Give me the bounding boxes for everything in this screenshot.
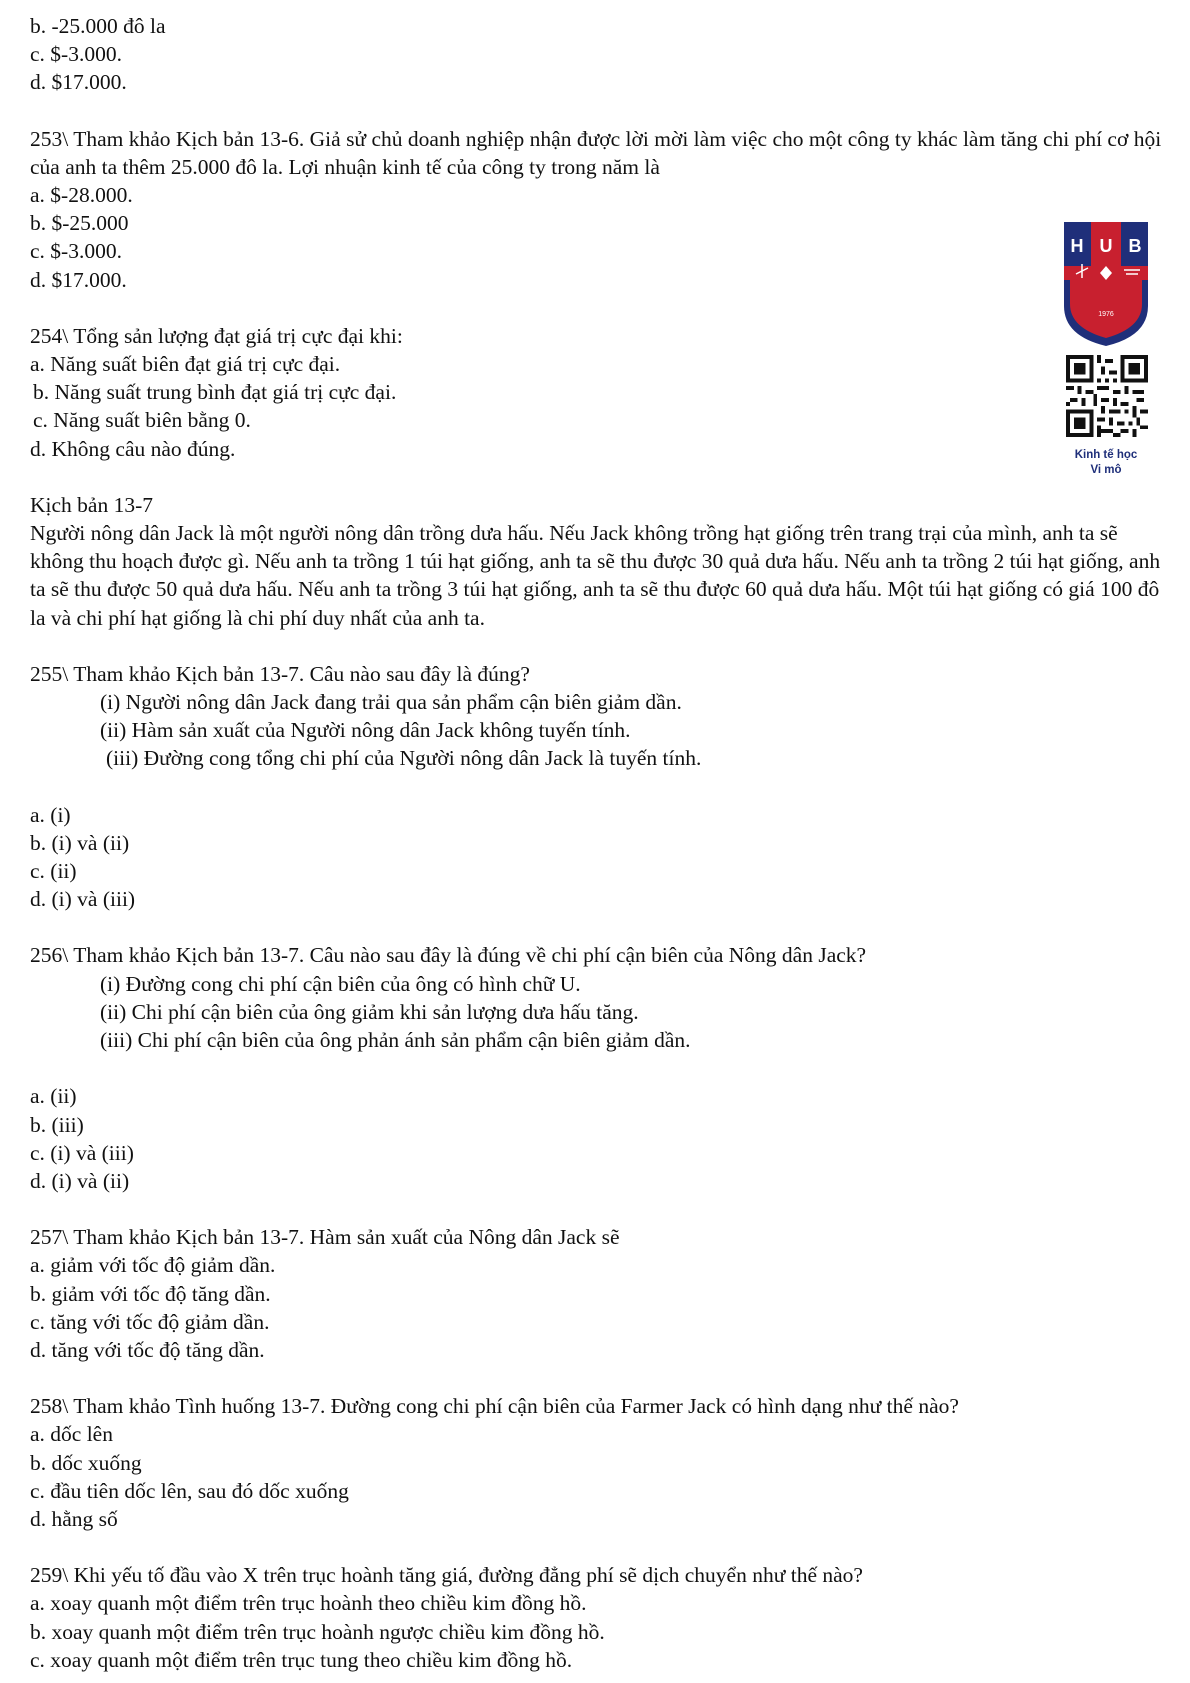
question-254-a: a. Năng suất biên đạt giá trị cực đại.: [30, 352, 341, 377]
question-254-c: c. Năng suất biên bằng 0.: [33, 408, 251, 433]
question-256: 256\ Tham khảo Kịch bản 13-7. Câu nào sau đây là đúng về chi phí cận biên của Nông dân Jack?: [30, 943, 867, 968]
question-257-a: a. giảm với tốc độ giảm dần.: [30, 1253, 276, 1278]
question-256-b: b. (iii): [30, 1112, 84, 1137]
document-page: [30, 12, 1160, 1674]
question-256-statement-i: (i) Đường cong chi phí cận biên của ông có hình chữ U.: [100, 971, 581, 996]
question-253-d: d. $17.000.: [30, 267, 127, 292]
question-258-a: a. dốc lên: [30, 1422, 113, 1447]
question-256-statement-ii: (ii) Chi phí cận biên của ông giảm khi sản lượng dưa hấu tăng.: [100, 999, 639, 1024]
logo-letter-u: U: [1099, 236, 1113, 256]
question-255-statement-ii: (ii) Hàm sản xuất của Người nông dân Jack không tuyến tính.: [100, 718, 631, 743]
logo-caption: [1050, 448, 1162, 478]
question-257-b: b. giảm với tốc độ tăng dần.: [30, 1281, 271, 1306]
question-254-d: d. Không câu nào đúng.: [30, 436, 236, 461]
question-255-d: d. (i) và (iii): [30, 887, 136, 912]
question-257: 257\ Tham khảo Kịch bản 13-7. Hàm sản xuất của Nông dân Jack sẽ: [30, 1225, 620, 1250]
question-255-c: c. (ii): [30, 859, 77, 884]
logo-caption-line1: Kinh tế học: [1074, 449, 1138, 461]
hub-logo: [1060, 218, 1152, 354]
question-256-d: d. (i) và (ii): [30, 1168, 130, 1193]
qr-code-icon: [1066, 355, 1148, 437]
logo-letter-h: H: [1070, 236, 1084, 256]
question-254: 254\ Tổng sản lượng đạt giá trị cực đại khi:: [30, 323, 403, 348]
question-255-a: a. (i): [30, 802, 71, 827]
answer-b: b. -25.000 đô la: [30, 14, 166, 38]
question-255-statement-iii: (iii) Đường cong tổng chi phí của Người nông dân Jack là tuyến tính.: [106, 746, 702, 771]
answer-d: d. $17.000.: [30, 70, 127, 95]
logo-letter-b: B: [1128, 236, 1142, 256]
question-254-b: b. Năng suất trung bình đạt giá trị cực đại.: [33, 380, 397, 405]
question-253-a: a. $-28.000.: [30, 183, 133, 208]
question-259-b: b. xoay quanh một điểm trên trục hoành ngược chiều kim đồng hồ.: [30, 1619, 605, 1644]
question-259-a: a. xoay quanh một điểm trên trục hoành theo chiều kim đồng hồ.: [30, 1591, 587, 1616]
scenario-title: Kịch bản 13-7: [30, 492, 153, 517]
logo-year: 1976: [1098, 311, 1114, 318]
question-259-c: c. xoay quanh một điểm trên trục tung theo chiều kim đồng hồ.: [30, 1647, 573, 1672]
question-258-b: b. dốc xuống: [30, 1450, 142, 1475]
question-255-b: b. (i) và (ii): [30, 830, 130, 855]
question-258: 258\ Tham khảo Tình huống 13-7. Đường cong chi phí cận biên của Farmer Jack có hình dạng như thế nào?: [30, 1394, 959, 1419]
hub-shield-icon: [1060, 218, 1152, 348]
question-257-d: d. tăng với tốc độ tăng dần.: [30, 1337, 265, 1362]
question-255-statement-i: (i) Người nông dân Jack đang trải qua sản phẩm cận biên giảm dần.: [100, 690, 682, 715]
question-259: 259\ Khi yếu tố đầu vào X trên trục hoành tăng giá, đường đẳng phí sẽ dịch chuyển như thế nào?: [30, 1563, 863, 1588]
question-257-c: c. tăng với tốc độ giảm dần.: [30, 1309, 270, 1334]
question-256-statement-iii: (iii) Chi phí cận biên của ông phản ánh sản phẩm cận biên giảm dần.: [100, 1028, 691, 1053]
question-258-d: d. hằng số: [30, 1506, 118, 1531]
question-253: 253\ Tham khảo Kịch bản 13-6. Giả sử chủ doanh nghiệp nhận được lời mời làm việc cho một công ty khác làm tăng chi phí cơ hội của anh ta thêm 25.000 đô la. Lợi nhuận kinh tế của công ty trong năm là: [30, 126, 1162, 179]
logo-caption-line2: Vi mô: [1090, 464, 1122, 476]
question-256-c: c. (i) và (iii): [30, 1140, 134, 1165]
question-255: 255\ Tham khảo Kịch bản 13-7. Câu nào sau đây là đúng?: [30, 661, 530, 686]
question-253-b: b. $-25.000: [30, 211, 129, 236]
question-253-c: c. $-3.000.: [30, 239, 122, 264]
answer-c: c. $-3.000.: [30, 42, 122, 67]
scenario-text: Người nông dân Jack là một người nông dân trồng dưa hấu. Nếu Jack không trồng hạt giống trên trang trại của mình, anh ta sẽ không thu hoạch được gì. Nếu anh ta trồng 1 túi hạt giống, anh ta sẽ thu được 30 quả dưa hấu. Nếu anh ta trồng 2 túi hạt giống, anh ta sẽ thu được 50 quả dưa hấu. Nếu anh ta trồng 3 túi hạt giống, anh ta sẽ thu được 60 quả dưa hấu. Một túi hạt giống có giá 100 đô la và chi phí hạt giống là chi phí duy nhất của anh ta.: [30, 521, 1161, 630]
question-258-c: c. đầu tiên dốc lên, sau đó dốc xuống: [30, 1478, 349, 1503]
question-256-a: a. (ii): [30, 1084, 77, 1109]
